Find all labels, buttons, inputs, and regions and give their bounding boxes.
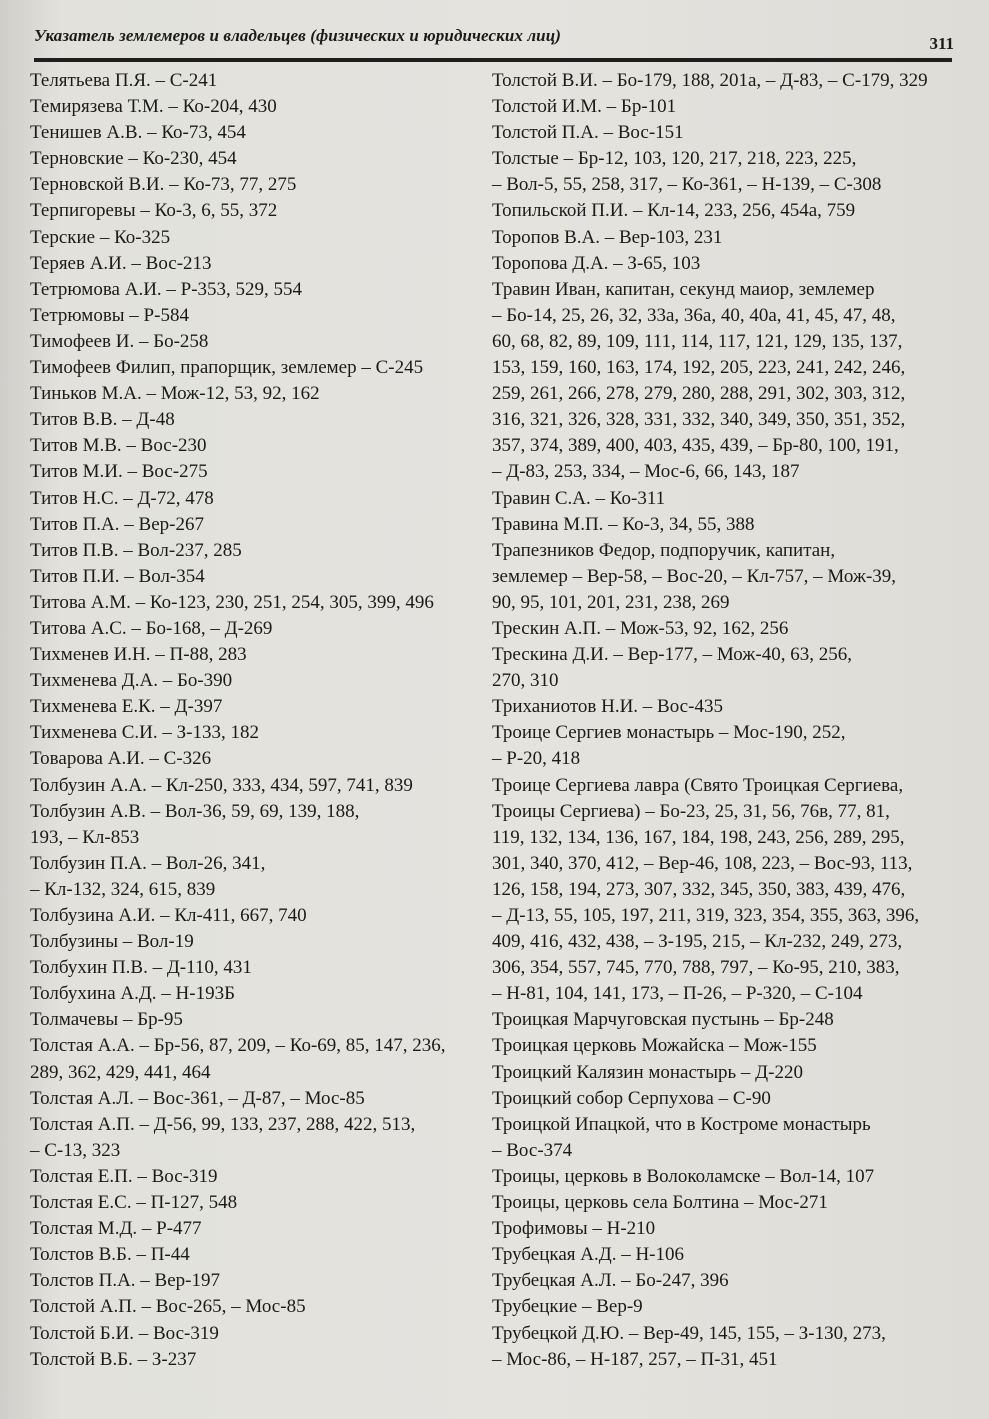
index-entry-line: Травина М.П. – Ко-3, 34, 55, 388 <box>492 513 755 535</box>
index-entry-line: – Кл-132, 324, 615, 839 <box>30 878 216 900</box>
index-entry <box>30 564 485 590</box>
index-entry-line: – Д-83, 253, 334, – Мос-6, 66, 143, 187 <box>492 461 800 483</box>
index-entry <box>30 773 485 799</box>
index-entry <box>30 512 485 538</box>
index-entry <box>30 1007 485 1033</box>
index-entry-line: Трубецкие – Вер-9 <box>492 1296 643 1318</box>
index-entry-line: – Р-20, 418 <box>492 748 581 770</box>
index-entry-line: – Д-13, 55, 105, 197, 211, 319, 323, 354, 355, 363, 396, <box>492 905 920 926</box>
index-entry <box>30 642 485 668</box>
index-entry-line: Титова А.М. – Ко-123, 230, 251, 254, 305, 399, 496 <box>30 591 434 613</box>
index-column-right <box>492 68 954 1373</box>
index-entry <box>492 1216 954 1242</box>
index-entry-line: Троицы Сергиева) – Бо-23, 25, 31, 56, 76в, 77, 81, <box>492 800 890 822</box>
index-entry-line: 119, 132, 134, 136, 167, 184, 198, 243, 256, 289, 295, <box>492 826 905 848</box>
index-entry <box>492 694 954 720</box>
index-entry-line: Толстая Е.С. – П-127, 548 <box>30 1192 238 1214</box>
index-entry-line: Толбузины – Вол-19 <box>30 931 194 953</box>
index-entry <box>492 1112 954 1164</box>
index-entry-line: Троицкая Марчуговская пустынь – Бр-248 <box>492 1009 834 1031</box>
index-entry-line: Титов П.А. – Вер-267 <box>30 513 204 535</box>
index-entry-line: 193, – Кл-853 <box>30 826 140 848</box>
index-entry <box>30 407 485 433</box>
index-entry-line: Темирязева Т.М. – Ко-204, 430 <box>30 96 277 118</box>
index-entry-line: Толстой Б.И. – Вос-319 <box>30 1322 219 1344</box>
index-entry <box>492 773 954 1008</box>
index-entry <box>492 198 954 224</box>
index-entry <box>492 1268 954 1294</box>
running-head: Указатель землемеров и владельцев (физических и юридических лиц) <box>34 26 562 45</box>
index-entry-line: Толстой А.П. – Вос-265, – Мос-85 <box>30 1296 306 1318</box>
index-entry-line: Титов М.В. – Вос-230 <box>30 435 207 457</box>
index-entry-line: 153, 159, 160, 163, 174, 192, 205, 223, 241, 242, 246, <box>492 357 906 379</box>
index-entry-line: Троицкий собор Серпухова – С-90 <box>492 1087 771 1109</box>
index-entry <box>30 1033 485 1085</box>
index-entry <box>30 1112 485 1164</box>
index-entry-line: Толмачевы – Бр-95 <box>30 1009 183 1031</box>
index-entry-line: Терские – Ко-325 <box>30 226 171 248</box>
index-entry-line: Трубецкая А.Д. – Н-106 <box>492 1244 684 1266</box>
index-entry <box>30 146 485 172</box>
index-entry-line: – Бо-14, 25, 26, 32, 33а, 36а, 40, 40а, 41, 45, 47, 48, <box>492 304 896 326</box>
index-entry <box>30 668 485 694</box>
index-entry <box>30 225 485 251</box>
index-entry <box>492 1060 954 1086</box>
index-entry-line: Толстая А.Л. – Вос-361, – Д-87, – Мос-85 <box>30 1087 365 1109</box>
index-entry-line: Тетрюмова А.И. – Р-353, 529, 554 <box>30 278 303 300</box>
index-entry-line: Топильской П.И. – Кл-14, 233, 256, 454а, 759 <box>492 200 856 222</box>
index-entry <box>492 1033 954 1059</box>
index-entry-line: 409, 416, 432, 438, – З-195, 215, – Кл-232, 249, 273, <box>492 931 903 953</box>
index-entry-line: – Вос-374 <box>492 1139 573 1161</box>
index-entry-line: Торопов В.А. – Вер-103, 231 <box>492 226 723 248</box>
index-entry <box>30 355 485 381</box>
index-entry-line: Толстов В.Б. – П-44 <box>30 1244 190 1266</box>
index-entry-line: Тихменева Д.А. – Бо-390 <box>30 670 233 692</box>
index-entry-line: Толбузин А.В. – Вол-36, 59, 69, 139, 188, <box>30 800 360 822</box>
index-entry-line: Тихменев И.Н. – П-88, 283 <box>30 644 247 666</box>
index-entry-line: землемер – Вер-58, – Вос-20, – Кл-757, – Мож-39, <box>492 565 897 587</box>
index-entry-line: Триханиотов Н.И. – Вос-435 <box>492 696 723 718</box>
index-entry-line: Троицкая церковь Можайска – Мож-155 <box>492 1035 817 1057</box>
index-entry <box>30 303 485 329</box>
index-entry-line: 60, 68, 82, 89, 109, 111, 114, 117, 121, 129, 135, 137, <box>492 330 903 352</box>
index-entry-line: Титов П.И. – Вол-354 <box>30 565 205 587</box>
index-entry-line: Толстая А.П. – Д-56, 99, 133, 237, 288, 422, 513, <box>30 1113 416 1135</box>
index-entry-line: Травин С.А. – Ко-311 <box>492 487 666 509</box>
index-entry-line: Толбухина А.Д. – Н-193Б <box>30 983 236 1005</box>
index-entry <box>30 172 485 198</box>
index-entry-line: Товарова А.И. – С-326 <box>30 748 212 770</box>
index-entry <box>30 1242 485 1268</box>
index-entry-line: Трескин А.П. – Мож-53, 92, 162, 256 <box>492 617 789 639</box>
index-column-left <box>30 68 485 1373</box>
index-entry-line: Трескина Д.И. – Вер-177, – Мож-40, 63, 256, <box>492 644 852 666</box>
index-entry <box>492 538 954 616</box>
index-entry-line: Тенишев А.В. – Ко-73, 454 <box>30 122 246 144</box>
index-entry <box>492 1321 954 1373</box>
index-entry-line: Титов Н.С. – Д-72, 478 <box>30 487 214 509</box>
index-entry <box>30 1321 485 1347</box>
index-entry-line: 306, 354, 557, 745, 770, 788, 797, – Ко-95, 210, 383, <box>492 957 900 979</box>
index-entry <box>30 198 485 224</box>
index-entry <box>30 955 485 981</box>
index-entry <box>492 486 954 512</box>
index-entry <box>30 94 485 120</box>
index-entry-line: Троице Сергиев монастырь – Мос-190, 252, <box>492 722 846 744</box>
index-entry-line: Трубецкой Д.Ю. – Вер-49, 145, 155, – З-130, 273, <box>492 1322 886 1344</box>
index-entry-line: Титов М.И. – Вос-275 <box>30 461 208 483</box>
index-entry-line: Троицы, церковь в Волоколамске – Вол-14, 107 <box>492 1165 875 1187</box>
index-entry <box>492 251 954 277</box>
index-entry-line: 301, 340, 370, 412, – Вер-46, 108, 223, – Вос-93, 113, <box>492 852 913 874</box>
index-entry-line: Троице Сергиева лавра (Свято Троицкая Сергиева, <box>492 774 904 796</box>
index-entry-line: Титова А.С. – Бо-168, – Д-269 <box>30 617 273 639</box>
index-entry <box>30 486 485 512</box>
index-entry <box>492 1164 954 1190</box>
index-entry-line: Трубецкая А.Л. – Бо-247, 396 <box>492 1270 729 1292</box>
index-entry-line: 126, 158, 194, 273, 307, 332, 345, 350, 383, 439, 476, <box>492 878 906 900</box>
index-entry-line: 289, 362, 429, 441, 464 <box>30 1061 211 1083</box>
index-entry-line: 357, 374, 389, 400, 403, 435, 439, – Бр-80, 100, 191, <box>492 435 899 457</box>
index-entry <box>30 1164 485 1190</box>
index-entry <box>30 459 485 485</box>
index-entry-line: Толстой П.А. – Вос-151 <box>492 122 684 144</box>
index-entry-line: Толстые – Бр-12, 103, 120, 217, 218, 223, 225, <box>492 148 857 170</box>
index-entry-line: Терновские – Ко-230, 454 <box>30 148 237 170</box>
index-entry <box>492 225 954 251</box>
index-entry <box>492 720 954 772</box>
index-entry-line: Толбузин П.А. – Вол-26, 341, <box>30 852 266 874</box>
index-entry-line: Травин Иван, капитан, секунд маиор, землемер <box>492 278 875 300</box>
index-entry <box>30 251 485 277</box>
index-entry-line: Тимофеев Филип, прапорщик, землемер – С-245 <box>30 357 424 379</box>
index-entry <box>30 590 485 616</box>
index-entry <box>30 120 485 146</box>
index-entry-line: 90, 95, 101, 201, 231, 238, 269 <box>492 591 730 613</box>
index-entry-line: Толстая Е.П. – Вос-319 <box>30 1165 218 1187</box>
index-entry <box>492 1242 954 1268</box>
index-entry-line: – Вол-5, 55, 258, 317, – Ко-361, – Н-139, – С-308 <box>492 174 882 196</box>
index-entry <box>30 433 485 459</box>
index-entry-line: Терновской В.И. – Ко-73, 77, 275 <box>30 174 297 196</box>
index-entry-line: – С-13, 323 <box>30 1139 121 1161</box>
index-entry-line: 270, 310 <box>492 670 559 692</box>
index-entry <box>30 1268 485 1294</box>
index-entry <box>30 799 485 851</box>
index-entry <box>30 981 485 1007</box>
index-entry-line: 316, 321, 326, 328, 331, 332, 340, 349, 350, 351, 352, <box>492 409 906 431</box>
index-entry <box>30 68 485 94</box>
index-entry-line: Титов П.В. – Вол-237, 285 <box>30 539 242 561</box>
index-entry <box>492 94 954 120</box>
index-entry-line: Толбузина А.И. – Кл-411, 667, 740 <box>30 905 307 926</box>
index-entry-line: Терпигоревы – Ко-3, 6, 55, 372 <box>30 200 278 222</box>
index-entry-line: Толстой В.И. – Бо-179, 188, 201а, – Д-83, – С-179, 329 <box>492 70 928 91</box>
index-entry-line: Тиньков М.А. – Мож-12, 53, 92, 162 <box>30 383 320 405</box>
index-entry-line: Толбухин П.В. – Д-110, 431 <box>30 957 252 979</box>
index-entry-line: – Мос-86, – Н-187, 257, – П-31, 451 <box>492 1348 778 1370</box>
index-entry <box>30 1216 485 1242</box>
page-number: 311 <box>929 34 954 53</box>
index-entry <box>30 1294 485 1320</box>
index-entry <box>30 694 485 720</box>
index-entry <box>492 1007 954 1033</box>
index-entry <box>30 538 485 564</box>
index-entry-line: 259, 261, 266, 278, 279, 280, 288, 291, 302, 303, 312, <box>492 383 906 405</box>
index-entry-line: Толстой И.М. – Бр-101 <box>492 96 677 118</box>
index-entry-line: Толстов П.А. – Вер-197 <box>30 1270 220 1292</box>
index-entry-line: Троицкий Калязин монастырь – Д-220 <box>492 1061 803 1083</box>
index-entry <box>30 616 485 642</box>
index-entry <box>30 720 485 746</box>
index-entry-line: Тихменева С.И. – З-133, 182 <box>30 722 260 744</box>
index-entry <box>30 381 485 407</box>
index-entry-line: Тетрюмовы – Р-584 <box>30 304 189 326</box>
index-entry <box>492 277 954 486</box>
index-entry <box>30 277 485 303</box>
index-entry-line: Трапезников Федор, подпоручик, капитан, <box>492 539 836 561</box>
index-entry-line: Толстая А.А. – Бр-56, 87, 209, – Ко-69, 85, 147, 236, <box>30 1035 446 1057</box>
index-entry <box>492 146 954 198</box>
index-entry-line: Торопова Д.А. – З-65, 103 <box>492 252 701 274</box>
index-entry <box>30 851 485 903</box>
index-entry-line: Тихменева Е.К. – Д-397 <box>30 696 223 718</box>
index-entry <box>492 642 954 694</box>
index-entry-line: Толстой В.Б. – З-237 <box>30 1348 197 1370</box>
index-entry-line: Троицы, церковь села Болтина – Мос-271 <box>492 1192 828 1214</box>
index-entry <box>492 512 954 538</box>
index-entry-line: Толстая М.Д. – Р-477 <box>30 1218 202 1240</box>
index-entry <box>492 120 954 146</box>
index-entry-line: Титов В.В. – Д-48 <box>30 409 175 431</box>
index-entry <box>492 1294 954 1320</box>
index-entry-line: Троицкой Ипацкой, что в Костроме монастырь <box>492 1113 871 1135</box>
header-rule <box>34 58 952 62</box>
index-entry <box>492 1086 954 1112</box>
index-entry <box>492 1190 954 1216</box>
page-header <box>34 26 954 60</box>
index-entry <box>30 746 485 772</box>
index-entry <box>30 329 485 355</box>
index-entry-line: Толбузин А.А. – Кл-250, 333, 434, 597, 741, 839 <box>30 774 413 796</box>
index-entry-line: Теряев А.И. – Вос-213 <box>30 252 212 274</box>
index-entry-line: – Н-81, 104, 141, 173, – П-26, – Р-320, – С-104 <box>492 983 863 1005</box>
index-entry-line: Тимофеев И. – Бо-258 <box>30 330 209 352</box>
index-entry <box>30 903 485 929</box>
index-entry-line: Трофимовы – Н-210 <box>492 1218 656 1240</box>
index-entry-line: Телятьева П.Я. – С-241 <box>30 70 218 91</box>
index-entry <box>30 1190 485 1216</box>
index-entry <box>30 1347 485 1373</box>
index-entry <box>492 68 954 94</box>
index-entry <box>30 1086 485 1112</box>
index-entry <box>492 616 954 642</box>
index-entry <box>30 929 485 955</box>
